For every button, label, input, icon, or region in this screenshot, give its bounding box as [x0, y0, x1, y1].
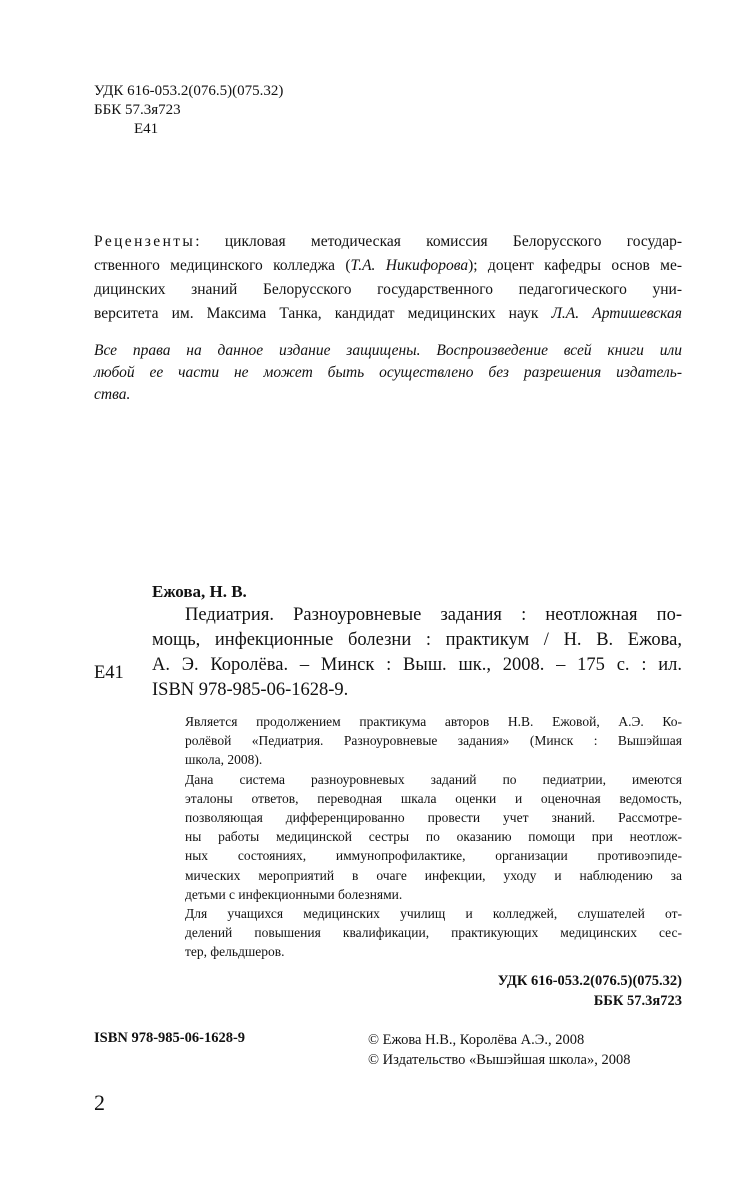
copyright-publisher: © Издательство «Вышэйшая школа», 2008	[368, 1052, 631, 1068]
annotation-line: эталоны ответов, переводная шкала оценки и оценочная ведомость,	[185, 790, 682, 806]
rights-line-1: Все права на данное издание защищены. Воспроизведение всей книги или	[94, 342, 682, 359]
reviewers-line-3: дицинских знаний Белорусского государственного педагогического уни-	[94, 281, 682, 298]
copyright-block	[368, 1030, 630, 1070]
reviewers-block	[94, 230, 682, 326]
annotation-line: ных состояниях, иммунопрофилактике, организации противоэпиде-	[185, 848, 682, 864]
annotation-line: тер, фельдшеров.	[185, 944, 285, 960]
bbk-code: ББК 57.3я723	[94, 102, 181, 118]
footer-udk-code: УДК 616-053.2(076.5)(075.32)	[497, 973, 682, 989]
annotation-line: школа, 2008).	[185, 752, 263, 768]
isbn: ISBN 978-985-06-1628-9	[94, 1030, 246, 1046]
rights-line-3: ства.	[94, 386, 131, 403]
bib-line-2: мощь, инфекционные болезни : практикум / Н. В. Ежова,	[152, 630, 682, 650]
header-classification-codes	[94, 82, 283, 139]
annotation-line: ны работы медицинской сестры по оказанию помощи при неотлож-	[185, 829, 682, 845]
footer-bbk-code: ББК 57.3я723	[593, 993, 682, 1009]
bib-line-4: ISBN 978-985-06-1628-9.	[152, 680, 349, 700]
bib-line-3: А. Э. Королёва. – Минск : Выш. шк., 2008. – 175 с. : ил.	[152, 655, 682, 675]
bib-line-1: Педиатрия. Разноуровневые задания : неотложная по-	[185, 605, 682, 625]
annotation-line: Является продолжением практикума авторов Н.В. Ежовой, А.Э. Ко-	[185, 714, 682, 729]
reviewers-label: Рецензенты	[94, 233, 196, 250]
page-number: 2	[94, 1090, 105, 1115]
annotation-line: делений повышения квалификации, практикующих медицинских сес-	[185, 925, 682, 941]
annotation-line: Для учащихся медицинских училищ и колледжей, слушателей от-	[185, 906, 682, 922]
udk-code: УДК 616-053.2(076.5)(075.32)	[94, 83, 284, 99]
annotation-line: детьми с инфекционными болезнями.	[185, 886, 403, 902]
annotation-line: позволяющая дифференцированно провести учет знаний. Рассмотре-	[185, 810, 682, 826]
annotation	[185, 712, 682, 962]
bib-author-mark: Е41	[94, 663, 124, 683]
reviewers-line-1: Рецензенты: цикловая методическая комиссия Белорусского государ-	[94, 233, 682, 250]
footer-classification-codes	[498, 971, 682, 1011]
rights-notice	[94, 340, 682, 406]
reviewers-line-2: ственного медицинского колледжа (Т.А. Никифорова); доцент кафедры основ ме-	[94, 257, 682, 274]
bibliographic-description	[152, 603, 682, 703]
bib-author: Ежова, Н. В.	[152, 582, 247, 601]
reviewer-name-2: Л.А. Артишевская	[551, 305, 682, 322]
reviewer-name-1: Т.А. Никифорова	[350, 257, 469, 274]
annotation-line: ролёвой «Педиатрия. Разноуровневые задания» (Минск : Вышэйшая	[185, 733, 682, 749]
reviewers-line-4: верситета им. Максима Танка, кандидат медицинских наук Л.А. Артишевская	[94, 305, 682, 322]
copyright-authors: © Ежова Н.В., Королёва А.Э., 2008	[368, 1032, 585, 1048]
rights-line-2: любой ее части не может быть осуществлено без разрешения издатель-	[94, 364, 682, 381]
author-mark: Е41	[134, 121, 159, 137]
annotation-line: Дана система разноуровневых заданий по педиатрии, имеются	[185, 771, 682, 787]
annotation-line: мических мероприятий в очаге инфекции, уходу и наблюдению за	[185, 867, 682, 883]
